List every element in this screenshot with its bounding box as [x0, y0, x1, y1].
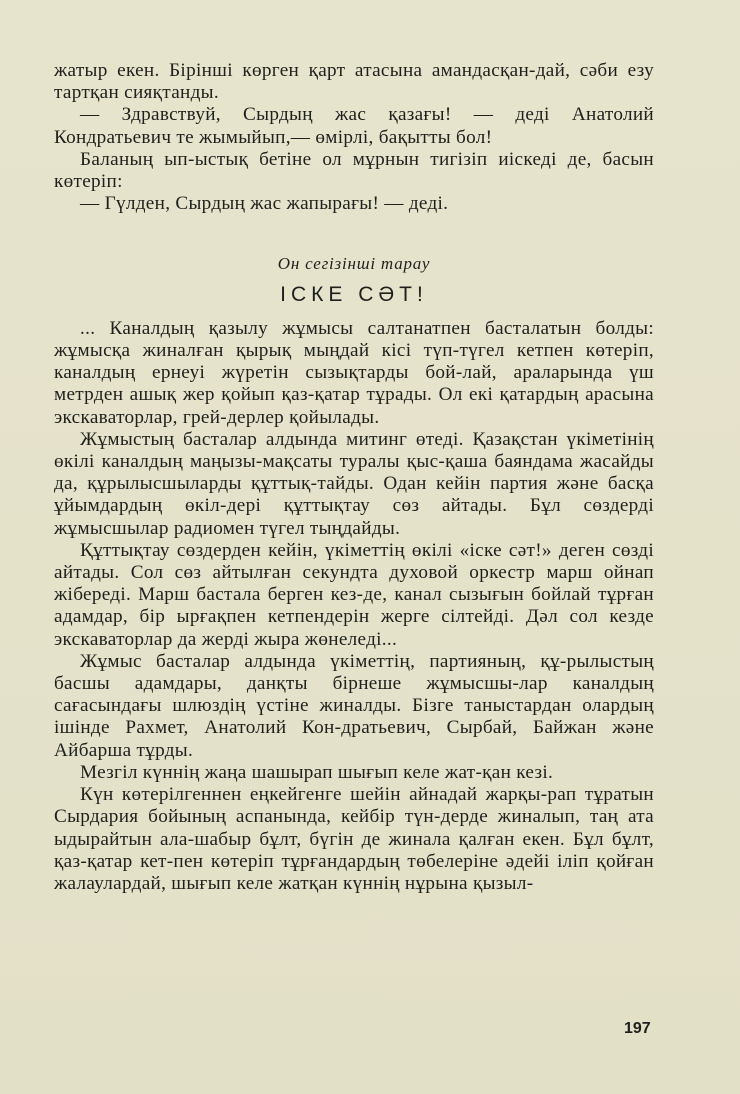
page-text	[54, 60, 654, 895]
page-number: 197	[624, 1020, 651, 1037]
paragraph: Баланың ып-ыстық бетіне ол мұрнын тигізіп иіскеді де, басын көтеріп:	[54, 148, 654, 193]
paragraph: Мезгіл күннің жаңа шашырап шығып келе жат-қан кезі.	[80, 761, 554, 783]
chapter-number: Он сегізінші тарау	[277, 254, 431, 274]
paragraph: ... Каналдың қазылу жұмысы салтанатпен басталатын болды: жұмысқа жиналған қырық мыңдай кісі түп-түгел кетпен көтеріп, каналдың ернеуі жүретін сызықтарды бой-лай, араларында үш метрден ашық жер қойып қаз-қатар тұрады. Ол екі қатардың арасына экскаваторлар, грей-дерлер қойылады.	[54, 317, 654, 428]
paragraph: — Гүлден, Сырдың жас жапырағы! — деді.	[80, 193, 449, 215]
paragraph: Жұмыс басталар алдында үкіметтің, партияның, құ-рылыстың басшы адамдары, данқты бірнеше жұмысшы-лар каналдың сағасындағы шлюздің үстіне жиналды. Бізге таныстардан олардың ішінде Рахмет, Анатолий Кон-дратьевич, Сырбай, Байжан және Айбарша тұрды.	[54, 650, 654, 761]
paragraph: жатыр екен. Бірінші көрген қарт атасына амандасқан-дай, сәби езу тартқан сияқтанды.	[54, 60, 654, 104]
paragraph: Жұмыстың басталар алдында митинг өтеді. Қазақстан үкіметінің өкілі каналдың маңызы-мақсаты туралы қыс-қаша баяндама жасайды да, құрылысшыларды құттық-тайды. Одан кейін партия және басқа ұйымдардың өкіл-дері құттықтау сөз айтады. Бұл сөздерді жұмысшылар радиомен түгел тыңдайды.	[54, 428, 654, 539]
paragraph: — Здравствуй, Сырдың жас қазағы! — деді Анатолий Кондратьевич те жымыйып,— өмірлі, бақытты бол!	[54, 104, 654, 148]
paragraph: Күн көтерілгеннен еңкейгенге шейін айнадай жарқы-рап тұратын Сырдария бойының аспанында, кейбір түн-дерде жиналып, таң ата ыдырайтын ала-шабыр бұлт, бүгін де жинала қалған екен. Бұл бұлт, қаз-қатар кет-пен көтеріп тұрғандардың төбелеріне әдейі іліп қойған жалаулардай, шығып келе жатқан күннің нұрына қызыл-	[54, 784, 654, 894]
chapter-title: ІСКЕ СӘТ!	[280, 282, 428, 306]
paragraph: Құттықтау сөздерден кейін, үкіметтің өкілі «іске сәт!» деген сөзді айтады. Сол сөз айтылған секундта духовой оркестр марш ойнап жібереді. Марш бастала берген кез-де, канал сызығын бойлай тұрған адамдар, бір ырғақпен кетпендерін жерге сілтейді. Дәл сол кезде экскаваторлар да жерді жыра жөнеледі...	[54, 539, 654, 650]
